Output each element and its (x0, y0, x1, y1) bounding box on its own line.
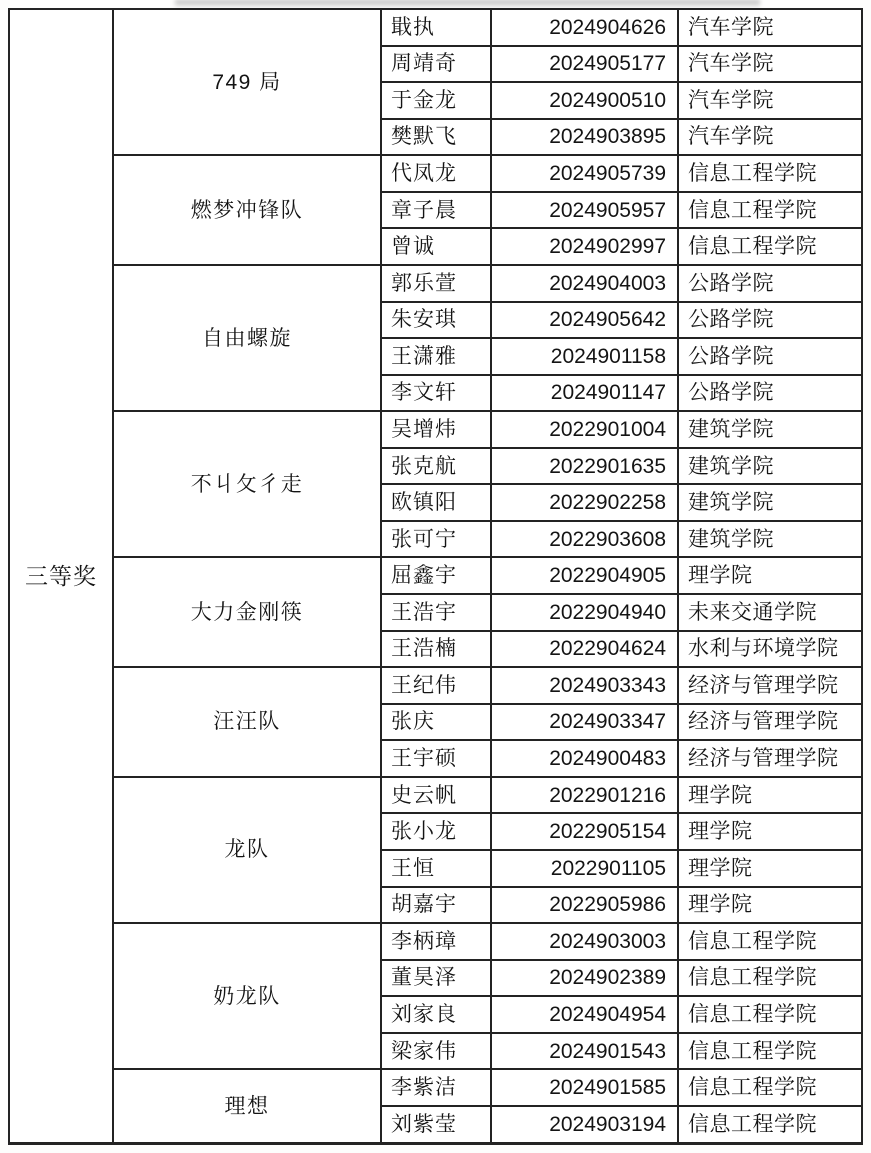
member-name-cell: 樊默飞 (381, 119, 491, 156)
awards-table-body (9, 9, 862, 1144)
member-name-cell: 代凤龙 (381, 155, 491, 192)
student-id-cell: 2024903347 (491, 704, 678, 741)
member-name-cell: 李文轩 (381, 375, 491, 412)
member-name-cell: 王浩楠 (381, 631, 491, 668)
student-id-cell: 2022904624 (491, 631, 678, 668)
college-cell: 理学院 (678, 850, 862, 887)
member-name-cell: 刘家良 (381, 996, 491, 1033)
member-name-cell: 郭乐萱 (381, 265, 491, 302)
college-cell: 信息工程学院 (678, 1106, 862, 1144)
member-name-cell: 张克航 (381, 448, 491, 485)
college-cell: 经济与管理学院 (678, 740, 862, 777)
member-name-cell: 李紫洁 (381, 1069, 491, 1106)
student-id-cell: 2024905739 (491, 155, 678, 192)
table-row (9, 557, 862, 594)
table-row (9, 9, 862, 46)
student-id-cell: 2024904954 (491, 996, 678, 1033)
team-name-cell: 汪汪队 (113, 667, 381, 777)
student-id-cell: 2024901158 (491, 338, 678, 375)
college-cell: 理学院 (678, 557, 862, 594)
student-id-cell: 2024903194 (491, 1106, 678, 1144)
student-id-cell: 2024900510 (491, 82, 678, 119)
student-id-cell: 2024902389 (491, 960, 678, 997)
student-id-cell: 2024905177 (491, 46, 678, 83)
award-level-cell: 三等奖 (9, 9, 113, 1144)
member-name-cell: 董昊泽 (381, 960, 491, 997)
member-name-cell: 王恒 (381, 850, 491, 887)
student-id-cell: 2022902258 (491, 484, 678, 521)
team-name-cell: 自由螺旋 (113, 265, 381, 411)
member-name-cell: 吴增炜 (381, 411, 491, 448)
awards-table (8, 8, 863, 1145)
college-cell: 公路学院 (678, 375, 862, 412)
scan-artifact (175, 0, 760, 8)
table-row (9, 265, 862, 302)
student-id-cell: 2022904940 (491, 594, 678, 631)
member-name-cell: 刘紫莹 (381, 1106, 491, 1144)
college-cell: 汽车学院 (678, 46, 862, 83)
student-id-cell: 2024905642 (491, 302, 678, 339)
table-row (9, 923, 862, 960)
student-id-cell: 2024903003 (491, 923, 678, 960)
member-name-cell: 曾诚 (381, 228, 491, 265)
team-name-cell: 燃梦冲锋队 (113, 155, 381, 265)
table-row (9, 1069, 862, 1106)
college-cell: 信息工程学院 (678, 923, 862, 960)
student-id-cell: 2024903343 (491, 667, 678, 704)
college-cell: 汽车学院 (678, 119, 862, 156)
member-name-cell: 王潇雅 (381, 338, 491, 375)
member-name-cell: 王浩宇 (381, 594, 491, 631)
student-id-cell: 2024900483 (491, 740, 678, 777)
team-name-cell: 749 局 (113, 9, 381, 155)
college-cell: 理学院 (678, 813, 862, 850)
college-cell: 理学院 (678, 887, 862, 924)
member-name-cell: 欧镇阳 (381, 484, 491, 521)
table-row (9, 667, 862, 704)
team-name-cell: 不丩攵彳走 (113, 411, 381, 557)
team-name-cell: 龙队 (113, 777, 381, 923)
student-id-cell: 2022904905 (491, 557, 678, 594)
student-id-cell: 2022901216 (491, 777, 678, 814)
member-name-cell: 王宇硕 (381, 740, 491, 777)
table-row (9, 777, 862, 814)
team-name-cell: 奶龙队 (113, 923, 381, 1069)
college-cell: 信息工程学院 (678, 960, 862, 997)
member-name-cell: 张可宁 (381, 521, 491, 558)
member-name-cell: 周靖奇 (381, 46, 491, 83)
college-cell: 公路学院 (678, 338, 862, 375)
table-row (9, 155, 862, 192)
college-cell: 信息工程学院 (678, 996, 862, 1033)
college-cell: 未来交通学院 (678, 594, 862, 631)
college-cell: 经济与管理学院 (678, 667, 862, 704)
member-name-cell: 胡嘉宇 (381, 887, 491, 924)
student-id-cell: 2024901543 (491, 1033, 678, 1070)
member-name-cell: 李柄璋 (381, 923, 491, 960)
college-cell: 信息工程学院 (678, 1069, 862, 1106)
college-cell: 信息工程学院 (678, 192, 862, 229)
member-name-cell: 于金龙 (381, 82, 491, 119)
student-id-cell: 2024901585 (491, 1069, 678, 1106)
student-id-cell: 2022905154 (491, 813, 678, 850)
member-name-cell: 戢执 (381, 9, 491, 46)
college-cell: 经济与管理学院 (678, 704, 862, 741)
student-id-cell: 2022905986 (491, 887, 678, 924)
member-name-cell: 张庆 (381, 704, 491, 741)
team-name-cell: 大力金刚筷 (113, 557, 381, 667)
college-cell: 信息工程学院 (678, 228, 862, 265)
member-name-cell: 王纪伟 (381, 667, 491, 704)
college-cell: 理学院 (678, 777, 862, 814)
student-id-cell: 2024904626 (491, 9, 678, 46)
student-id-cell: 2022901105 (491, 850, 678, 887)
college-cell: 水利与环境学院 (678, 631, 862, 668)
team-name-cell: 理想 (113, 1069, 381, 1143)
member-name-cell: 梁家伟 (381, 1033, 491, 1070)
college-cell: 建筑学院 (678, 448, 862, 485)
table-row (9, 411, 862, 448)
student-id-cell: 2024902997 (491, 228, 678, 265)
member-name-cell: 张小龙 (381, 813, 491, 850)
college-cell: 汽车学院 (678, 82, 862, 119)
college-cell: 建筑学院 (678, 521, 862, 558)
student-id-cell: 2022901004 (491, 411, 678, 448)
college-cell: 汽车学院 (678, 9, 862, 46)
student-id-cell: 2024904003 (491, 265, 678, 302)
student-id-cell: 2022901635 (491, 448, 678, 485)
member-name-cell: 章子晨 (381, 192, 491, 229)
student-id-cell: 2022903608 (491, 521, 678, 558)
college-cell: 建筑学院 (678, 411, 862, 448)
college-cell: 信息工程学院 (678, 155, 862, 192)
college-cell: 建筑学院 (678, 484, 862, 521)
college-cell: 信息工程学院 (678, 1033, 862, 1070)
student-id-cell: 2024905957 (491, 192, 678, 229)
member-name-cell: 屈鑫宇 (381, 557, 491, 594)
college-cell: 公路学院 (678, 265, 862, 302)
student-id-cell: 2024901147 (491, 375, 678, 412)
member-name-cell: 朱安琪 (381, 302, 491, 339)
member-name-cell: 史云帆 (381, 777, 491, 814)
college-cell: 公路学院 (678, 302, 862, 339)
student-id-cell: 2024903895 (491, 119, 678, 156)
